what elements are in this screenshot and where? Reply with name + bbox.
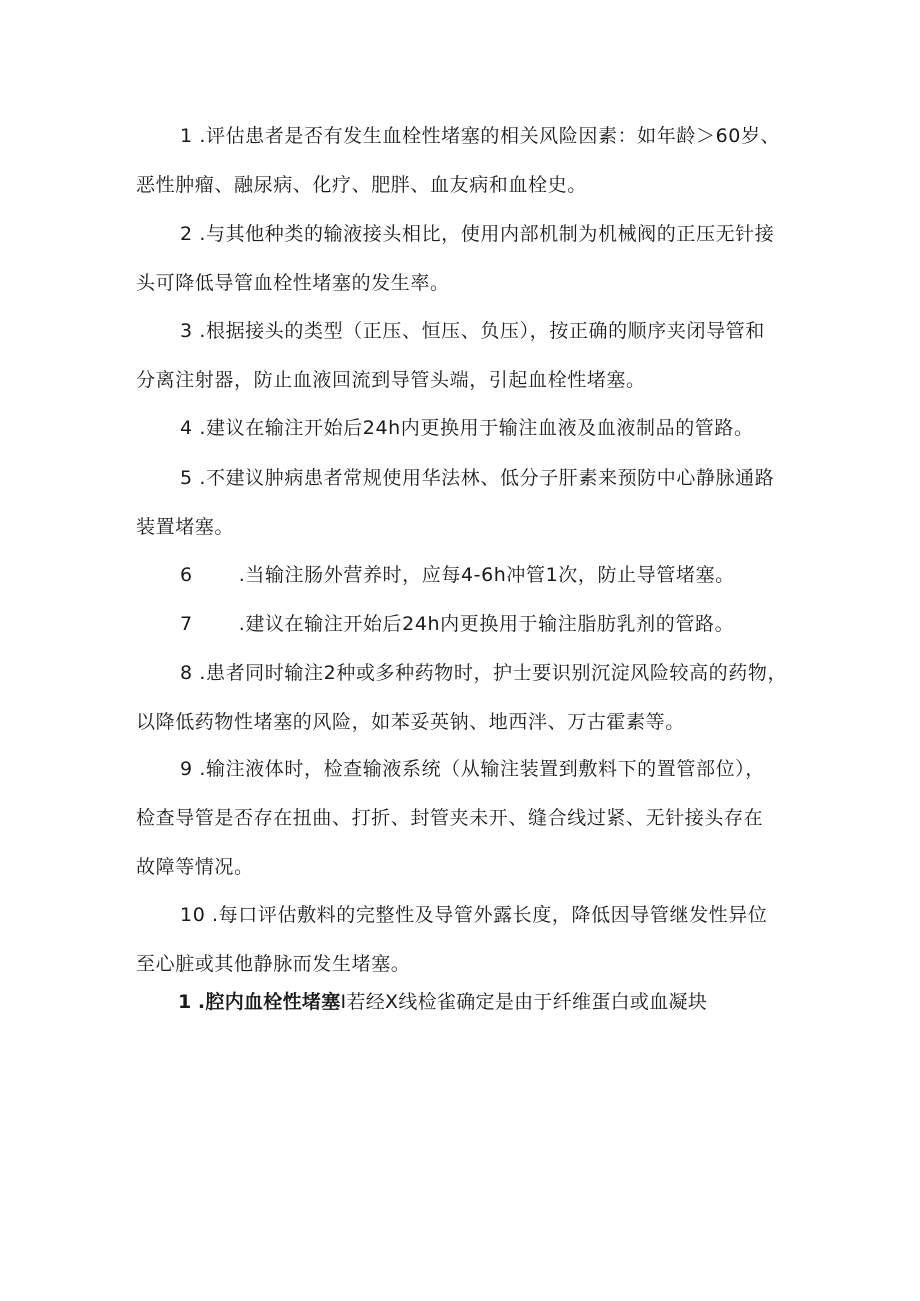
list-item-first-line [136,454,796,503]
list-item-first-line [136,112,796,161]
item-text-line: .根据接头的类型（正压、恒压、负压），按正确的顺序夹闭导管和 [199,320,765,342]
item-number: 3 [180,320,193,342]
item-text-line: 恶性肿瘤、融尿病、化疗、肥胖、血友病和血栓史。 [136,174,587,196]
list-item-first-line [136,891,796,940]
item-text-line: .评估患者是否有发生血栓性堵塞的相关风险因素：如年龄＞60岁、 [199,125,781,147]
list-item-9 [136,745,796,892]
heading-title: .腔内血栓性堵塞 [197,991,341,1013]
heading-number: 1 [178,991,192,1013]
heading-text: I若经X线检雀确定是由于纤维蛋白或血凝块 [340,991,708,1013]
item-text-line: 至心脏或其他静脉而发生堵塞。 [136,953,411,975]
item-text-line: 检查导管是否存在扭曲、打折、封管夹未开、缝合线过紧、无针接头存在 [136,807,764,829]
list-item-first-line [136,649,796,698]
item-number: 6 [180,564,193,586]
item-number: 5 [180,467,193,489]
item-text-line: .不建议肿病患者常规使用华法林、低分子肝素来预防中心静脉通路 [199,467,775,489]
item-text-line: 以降低药物性堵塞的风险，如苯妥英钠、地西泮、万古霍素等。 [136,711,685,733]
list-item-1 [136,112,796,210]
item-text-line: .建议在输注开始后24h内更换用于输注血液及血液制品的管路。 [199,417,754,439]
list-item-first-line [136,404,796,453]
list-item-4 [136,404,796,453]
item-text-line: .患者同时输注2种或多种药物时，护士要识别沉淀风险较高的药物， [199,662,788,684]
section-heading [178,984,707,1020]
list-item-first-line [136,551,796,600]
item-number: 1 [180,125,193,147]
item-number: 9 [180,758,193,780]
list-item-5 [136,454,796,552]
item-number: 4 [180,417,193,439]
list-item-first-line [136,745,796,794]
list-item-7 [136,600,796,649]
list-item-3 [136,307,796,405]
item-text-line: .输注液体时，检查输液系统（从输注装置到敷料下的置管部位）， [199,758,765,780]
item-text-line: .与其他种类的输液接头相比，使用内部机制为机械阀的正压无针接 [199,223,775,245]
list-item-10 [136,891,796,989]
item-number: 2 [180,223,193,245]
list-item-8 [136,649,796,747]
item-text-line: .每口评估敷料的完整性及导管外露长度，降低因导管继发性异位 [212,904,768,926]
item-text-line: .当输注肠外营养时，应每4-6h冲管1次，防止导管堵塞。 [238,564,735,586]
list-item-first-line [136,210,796,259]
item-text-line: 故障等情况。 [136,856,254,878]
item-text-line: .建议在输注开始后24h内更换用于输注脂肪乳剂的管路。 [238,613,735,635]
item-number: 8 [180,662,193,684]
list-item-first-line [136,600,796,649]
item-text-line: 头可降低导管血栓性堵塞的发生率。 [136,272,450,294]
item-text-line: 分离注射器，防止血液回流到导管头端，引起血栓性堵塞。 [136,369,646,391]
list-item-6 [136,551,796,600]
item-number: 10 [180,904,206,926]
list-item-2 [136,210,796,308]
item-number: 7 [180,613,193,635]
list-item-first-line [136,307,796,356]
item-text-line: 装置堵塞。 [136,516,235,538]
